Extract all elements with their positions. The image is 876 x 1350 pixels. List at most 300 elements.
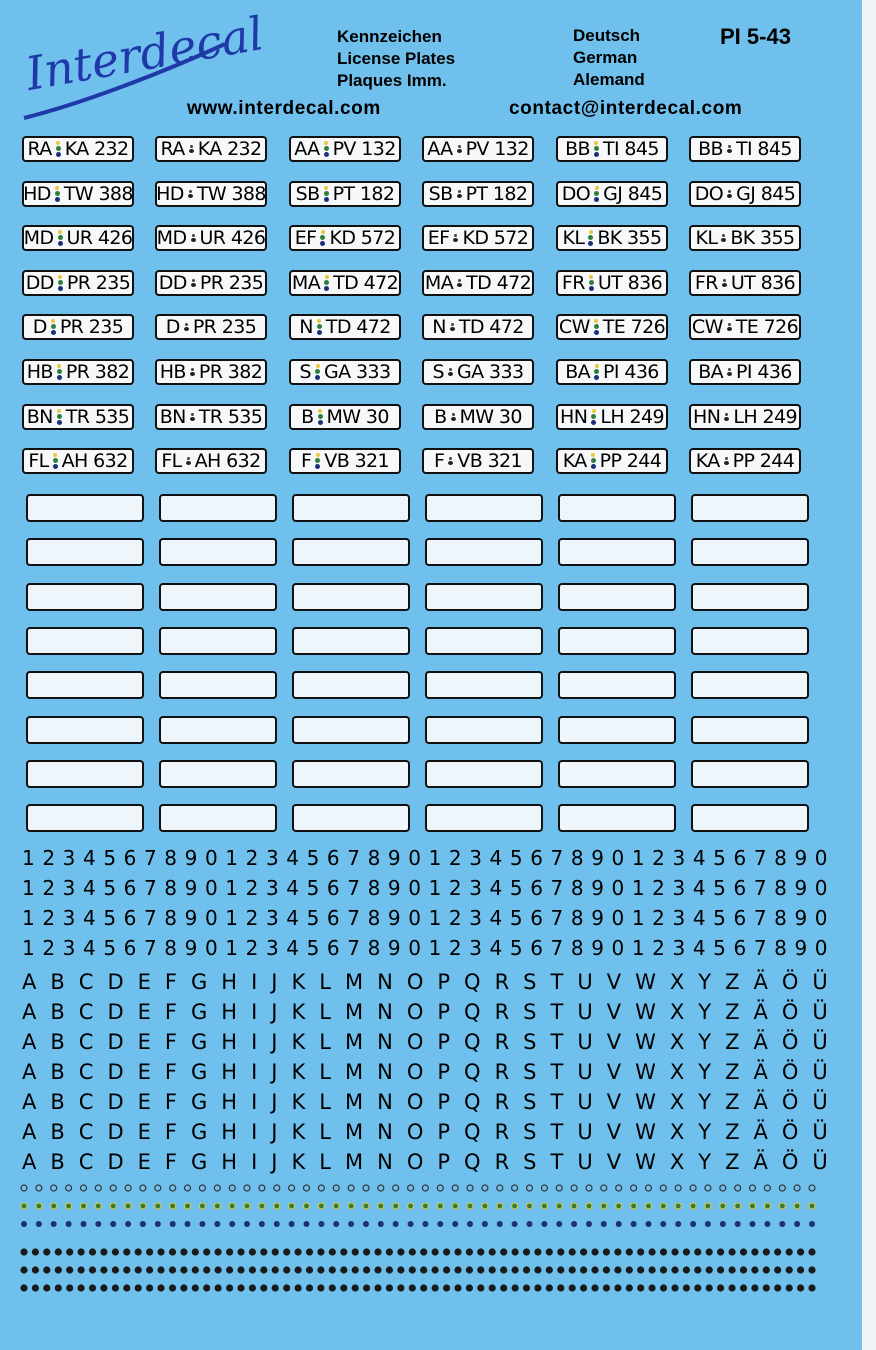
letter-glyph: U (577, 1090, 593, 1114)
digit-glyph: 5 (713, 876, 726, 900)
letter-glyph: Ä (753, 970, 768, 994)
digit-glyph: 6 (123, 906, 137, 930)
seal-dot (112, 1266, 119, 1273)
letter-glyph: P (437, 1000, 451, 1024)
letter-glyph: D (107, 1120, 124, 1144)
blank-plate (292, 583, 410, 611)
letter-glyph: G (191, 1060, 208, 1084)
registration-seal-icon (727, 368, 732, 376)
letter-glyph: Y (698, 970, 712, 994)
digit-glyph: 6 (733, 936, 747, 960)
website-link[interactable]: www.interdecal.com (187, 98, 381, 119)
digit-glyph: 9 (387, 906, 401, 930)
letter-glyph: O (406, 1120, 424, 1144)
digit-glyph: 2 (42, 906, 56, 930)
seal-dot (81, 1203, 87, 1209)
letter-glyph: Z (725, 970, 740, 994)
seal-dot (649, 1266, 656, 1273)
digit-glyph: 1 (631, 906, 645, 930)
seal-dot (571, 1185, 577, 1191)
letter-glyph: W (635, 1120, 656, 1144)
plate-number: PT 182 (332, 182, 395, 205)
seal-dot (683, 1248, 690, 1255)
blank-plate (691, 804, 809, 832)
seal-dot (729, 1266, 736, 1273)
seal-dot (393, 1221, 399, 1227)
seal-dot (363, 1221, 369, 1227)
letter-glyph: H (221, 1030, 238, 1054)
plate-number: TD 472 (458, 316, 524, 339)
seal-dot (705, 1203, 711, 1209)
seal-dot (751, 1266, 758, 1273)
letter-glyph: J (271, 1030, 278, 1054)
letter-glyph: T (550, 1030, 564, 1054)
seal-dot (586, 1203, 592, 1209)
registration-seal-icon (594, 364, 599, 380)
letter-row (22, 1000, 828, 1030)
seal-dot (511, 1284, 518, 1291)
digit-glyph: 3 (672, 906, 686, 930)
license-plate (422, 136, 534, 162)
letter-glyph: T (550, 1150, 564, 1174)
letter-glyph: M (344, 1090, 364, 1114)
letter-glyph: B (50, 1000, 65, 1024)
registration-seal-icon (448, 368, 453, 376)
seal-dot (779, 1221, 785, 1227)
digit-glyph: 7 (143, 876, 157, 900)
seal-dot (809, 1221, 815, 1227)
seal-dot (546, 1266, 553, 1273)
seal-dot (329, 1284, 336, 1291)
seal-dot (95, 1221, 101, 1227)
seal-dot (352, 1284, 359, 1291)
seal-dot (66, 1185, 72, 1191)
registration-seal-icon (594, 186, 599, 202)
letter-glyph: D (107, 1000, 124, 1024)
seal-dot (477, 1266, 484, 1273)
letter-glyph: I (251, 1150, 258, 1174)
seal-dot (511, 1266, 518, 1273)
digit-glyph: 2 (652, 876, 665, 900)
seal-dot (500, 1266, 507, 1273)
seal-dot (363, 1185, 369, 1191)
blank-plate (159, 716, 277, 744)
seal-dot (482, 1221, 488, 1227)
digit-glyph: 2 (42, 846, 56, 870)
plate-city-code: N (432, 316, 446, 339)
digit-glyph: 0 (814, 846, 828, 870)
seal-dot (363, 1284, 370, 1291)
digit-glyph: 4 (82, 846, 96, 870)
plate-city-code: FL (28, 450, 49, 473)
letter-glyph: K (291, 1060, 306, 1084)
letter-glyph: D (107, 1060, 124, 1084)
digit-glyph: 3 (62, 936, 76, 960)
plate-number: LH 249 (733, 405, 797, 428)
language-block (573, 25, 645, 91)
seal-dot (21, 1221, 27, 1227)
digit-glyph: 9 (184, 936, 198, 960)
seal-dot (591, 1248, 598, 1255)
letter-glyph: H (221, 1090, 238, 1114)
letter-glyph: M (344, 1000, 364, 1024)
letter-glyph: Ä (753, 1150, 768, 1174)
seal-dot (78, 1248, 85, 1255)
seal-dot (272, 1266, 279, 1273)
digit-glyph: 1 (631, 936, 645, 960)
seal-dot (809, 1185, 815, 1191)
letter-glyph: Ü (812, 1030, 828, 1054)
digit-glyph: 6 (733, 906, 747, 930)
blank-plate (159, 494, 277, 522)
digit-glyph: 9 (184, 846, 198, 870)
digit-glyph: 9 (591, 876, 604, 900)
registration-seal-icon (55, 186, 60, 202)
digit-glyph: 7 (753, 846, 767, 870)
digit-glyph: 3 (469, 936, 482, 960)
seal-dot (729, 1248, 736, 1255)
seal-dot (36, 1185, 42, 1191)
letter-glyph: T (550, 970, 564, 994)
digit-glyph: 4 (286, 876, 299, 900)
seal-dot (649, 1248, 656, 1255)
digit-glyph: 2 (245, 906, 259, 930)
registration-seal-icon (594, 141, 599, 157)
seal-dot (603, 1248, 610, 1255)
seal-dot (523, 1284, 530, 1291)
plate-city-code: KL (562, 227, 585, 250)
license-plate (155, 136, 267, 162)
digit-glyph: 5 (713, 846, 726, 870)
digit-glyph: 8 (367, 906, 381, 930)
plate-number: VB 321 (324, 450, 390, 473)
digit-glyph: 3 (265, 846, 279, 870)
seal-dot (329, 1266, 336, 1273)
blank-plate (691, 627, 809, 655)
seal-dot (363, 1248, 370, 1255)
blank-plate (691, 716, 809, 744)
plate-number: KA 232 (64, 138, 129, 160)
digit-glyph: 0 (611, 876, 625, 900)
letter-glyph: H (221, 1150, 238, 1174)
digit-glyph: 5 (509, 876, 523, 900)
email-link[interactable]: contact@interdecal.com (509, 98, 743, 119)
letter-glyph: Ü (812, 1150, 828, 1174)
seal-dot (110, 1203, 116, 1209)
seal-dot (95, 1203, 101, 1209)
plate-number: PT 182 (465, 182, 528, 205)
blank-plate (691, 760, 809, 788)
digit-glyph: 4 (82, 876, 96, 900)
seal-dot-rows (0, 1180, 862, 1300)
seal-dot (386, 1266, 393, 1273)
letter-glyph: R (494, 1060, 510, 1084)
seal-dot (735, 1185, 741, 1191)
language-fr: Alemand (573, 70, 645, 89)
seal-dot (78, 1284, 85, 1291)
license-plate (689, 448, 801, 474)
plate-number: PR 382 (198, 361, 263, 383)
license-plate (289, 136, 401, 162)
seal-dot (591, 1284, 598, 1291)
letter-glyph: K (291, 1150, 306, 1174)
seal-dot (422, 1203, 428, 1209)
digit-glyph: 6 (326, 936, 340, 960)
digit-glyph: 6 (530, 876, 543, 900)
digit-glyph: 9 (387, 936, 401, 960)
digit-glyph: 4 (286, 936, 299, 960)
seal-dot (135, 1248, 142, 1255)
seal-dot (409, 1284, 416, 1291)
seal-dot (556, 1221, 562, 1227)
digit-glyph: 9 (591, 846, 604, 870)
letter-glyph: E (137, 1000, 151, 1024)
seal-dot (735, 1203, 741, 1209)
digit-glyph: 2 (652, 906, 665, 930)
seal-dot (397, 1248, 404, 1255)
seal-dot (192, 1284, 199, 1291)
blank-plate (558, 538, 676, 566)
digit-glyph: 2 (448, 846, 462, 870)
seal-dot (170, 1185, 176, 1191)
seal-dot (409, 1248, 416, 1255)
plate-city-code: BB (698, 138, 723, 160)
plate-number: TE 726 (735, 316, 799, 339)
plate-city-code: CW (691, 316, 723, 339)
seal-dot (646, 1185, 652, 1191)
digit-glyph: 6 (123, 846, 137, 870)
plate-city-code: KA (695, 450, 720, 473)
blank-plate (292, 804, 410, 832)
seal-dot (497, 1221, 503, 1227)
letter-glyph: X (669, 1090, 685, 1114)
letter-glyph: Ä (753, 1120, 768, 1144)
license-plate (689, 270, 801, 296)
license-plate (689, 404, 801, 430)
seal-dot (112, 1248, 119, 1255)
seal-dot (185, 1221, 191, 1227)
seal-dot (786, 1284, 793, 1291)
seal-dot (705, 1221, 711, 1227)
letter-glyph: B (50, 1060, 65, 1084)
digit-glyph: 8 (570, 846, 584, 870)
letter-glyph: O (406, 970, 424, 994)
seal-dot (36, 1203, 42, 1209)
letter-row (22, 1090, 828, 1120)
blank-plate (691, 583, 809, 611)
digit-glyph: 1 (631, 846, 645, 870)
letter-glyph: W (635, 1060, 656, 1084)
letter-glyph: V (606, 1120, 622, 1144)
letter-row (22, 970, 828, 1000)
letter-glyph: C (78, 1000, 94, 1024)
registration-seal-icon (51, 319, 56, 335)
digit-glyph: 0 (204, 906, 218, 930)
digit-glyph: 7 (753, 906, 767, 930)
registration-seal-icon (594, 319, 599, 335)
digit-glyph: 7 (347, 906, 360, 930)
seal-dot (774, 1284, 781, 1291)
digit-glyph: 8 (367, 876, 381, 900)
registration-seal-icon (189, 145, 194, 153)
registration-seal-icon (56, 141, 61, 157)
seal-dot (432, 1266, 439, 1273)
blank-plate (558, 671, 676, 699)
license-plate (22, 448, 134, 474)
letter-glyph: V (606, 1150, 622, 1174)
registration-seal-icon (457, 190, 462, 198)
letter-glyph: W (635, 1090, 656, 1114)
seal-dot (660, 1248, 667, 1255)
seal-dot (614, 1266, 621, 1273)
seal-dot (720, 1185, 726, 1191)
digit-glyph: 9 (387, 846, 401, 870)
seal-dot (422, 1185, 428, 1191)
blank-plate (159, 760, 277, 788)
seal-dot (20, 1284, 27, 1291)
digit-glyph: 0 (814, 876, 828, 900)
seal-dot (631, 1203, 637, 1209)
seal-dot (720, 1203, 726, 1209)
digit-glyph: 2 (448, 906, 462, 930)
seal-dot (386, 1248, 393, 1255)
seal-dot (214, 1203, 220, 1209)
seal-dot (135, 1266, 142, 1273)
digit-glyph: 4 (692, 876, 706, 900)
letter-glyph: J (271, 1000, 278, 1024)
digit-glyph: 5 (306, 876, 320, 900)
digit-glyph: 2 (42, 876, 56, 900)
letter-glyph: K (291, 1030, 306, 1054)
seal-dot (157, 1266, 164, 1273)
seal-dot (237, 1248, 244, 1255)
seal-dot (333, 1203, 339, 1209)
license-plate (22, 225, 134, 251)
letter-glyph: Ö (781, 1150, 799, 1174)
letter-glyph: Ö (781, 1090, 799, 1114)
sheet-edge-margin (862, 0, 876, 1350)
digit-glyph: 1 (225, 876, 239, 900)
seal-dot (454, 1248, 461, 1255)
blank-plate (425, 760, 543, 788)
plate-city-code: D (32, 316, 47, 339)
license-plate (289, 448, 401, 474)
seal-dot (408, 1221, 414, 1227)
seal-dot (603, 1266, 610, 1273)
letter-glyph: V (606, 970, 622, 994)
blank-plate (26, 716, 144, 744)
plate-number: TI 845 (602, 138, 659, 160)
seal-dot (374, 1284, 381, 1291)
seal-dot (244, 1185, 250, 1191)
letter-glyph: N (377, 1030, 393, 1054)
seal-dot (797, 1248, 804, 1255)
letter-glyph: C (78, 970, 94, 994)
seal-dot (274, 1221, 280, 1227)
letter-glyph: I (251, 1030, 258, 1054)
registration-seal-icon (317, 319, 322, 335)
seal-dot (808, 1266, 815, 1273)
plate-city-code: BA (698, 361, 724, 383)
seal-dot (215, 1248, 222, 1255)
seal-dot (763, 1266, 770, 1273)
seal-dot (706, 1248, 713, 1255)
seal-dot (112, 1284, 119, 1291)
seal-dot (466, 1284, 473, 1291)
license-plate (155, 314, 267, 340)
seal-dot (420, 1248, 427, 1255)
letter-glyph: B (50, 970, 65, 994)
digit-glyph: 5 (713, 936, 726, 960)
digit-glyph: 8 (774, 936, 787, 960)
registration-seal-icon (57, 409, 62, 425)
blank-plate (26, 538, 144, 566)
registration-seal-icon (451, 413, 456, 421)
digit-glyph: 7 (143, 846, 157, 870)
registration-seal-icon (457, 145, 462, 153)
letter-glyph: K (291, 1000, 306, 1024)
letter-glyph: G (191, 1000, 208, 1024)
seal-dot (229, 1185, 235, 1191)
letter-glyph: D (107, 1030, 124, 1054)
seal-dot (226, 1266, 233, 1273)
digit-glyph: 1 (22, 906, 35, 930)
plate-city-code: BB (565, 138, 590, 160)
plate-number: TW 388 (196, 182, 266, 205)
letter-glyph: S (523, 1030, 537, 1054)
license-plate (556, 225, 668, 251)
digit-glyph: 6 (326, 876, 340, 900)
registration-seal-icon (724, 457, 729, 465)
letter-glyph: O (406, 1000, 424, 1024)
registration-seal-icon (315, 364, 320, 380)
seal-dot (764, 1203, 770, 1209)
plate-city-code: N (299, 316, 313, 339)
letter-glyph: Ü (812, 1000, 828, 1024)
seal-dot (348, 1203, 354, 1209)
plate-city-code: DD (158, 271, 187, 294)
seal-dot (660, 1284, 667, 1291)
digit-glyph: 2 (652, 846, 665, 870)
seal-dot (466, 1266, 473, 1273)
plate-number: KD 572 (462, 227, 529, 250)
seal-dot (437, 1203, 443, 1209)
seal-dot (646, 1203, 652, 1209)
plate-number: GJ 845 (603, 182, 663, 205)
seal-dot (317, 1266, 324, 1273)
seal-dot (374, 1266, 381, 1273)
seal-dot (304, 1221, 310, 1227)
letter-glyph: Ö (781, 1000, 799, 1024)
digit-glyph: 5 (509, 846, 523, 870)
seal-dot (591, 1266, 598, 1273)
seal-dot (614, 1284, 621, 1291)
seal-dot (601, 1203, 607, 1209)
blank-plate (558, 583, 676, 611)
license-plate (289, 359, 401, 385)
digit-glyph: 8 (570, 936, 584, 960)
seal-dot (500, 1248, 507, 1255)
letter-glyph: Ö (781, 1060, 799, 1084)
seal-dot (452, 1203, 458, 1209)
seal-dot (437, 1221, 443, 1227)
registration-seal-icon (190, 368, 195, 376)
digit-glyph: 6 (530, 846, 543, 870)
letter-glyph: O (406, 1090, 424, 1114)
digit-glyph: 0 (408, 846, 421, 870)
plate-number: PP 244 (732, 450, 795, 473)
letter-glyph: J (271, 1090, 278, 1114)
